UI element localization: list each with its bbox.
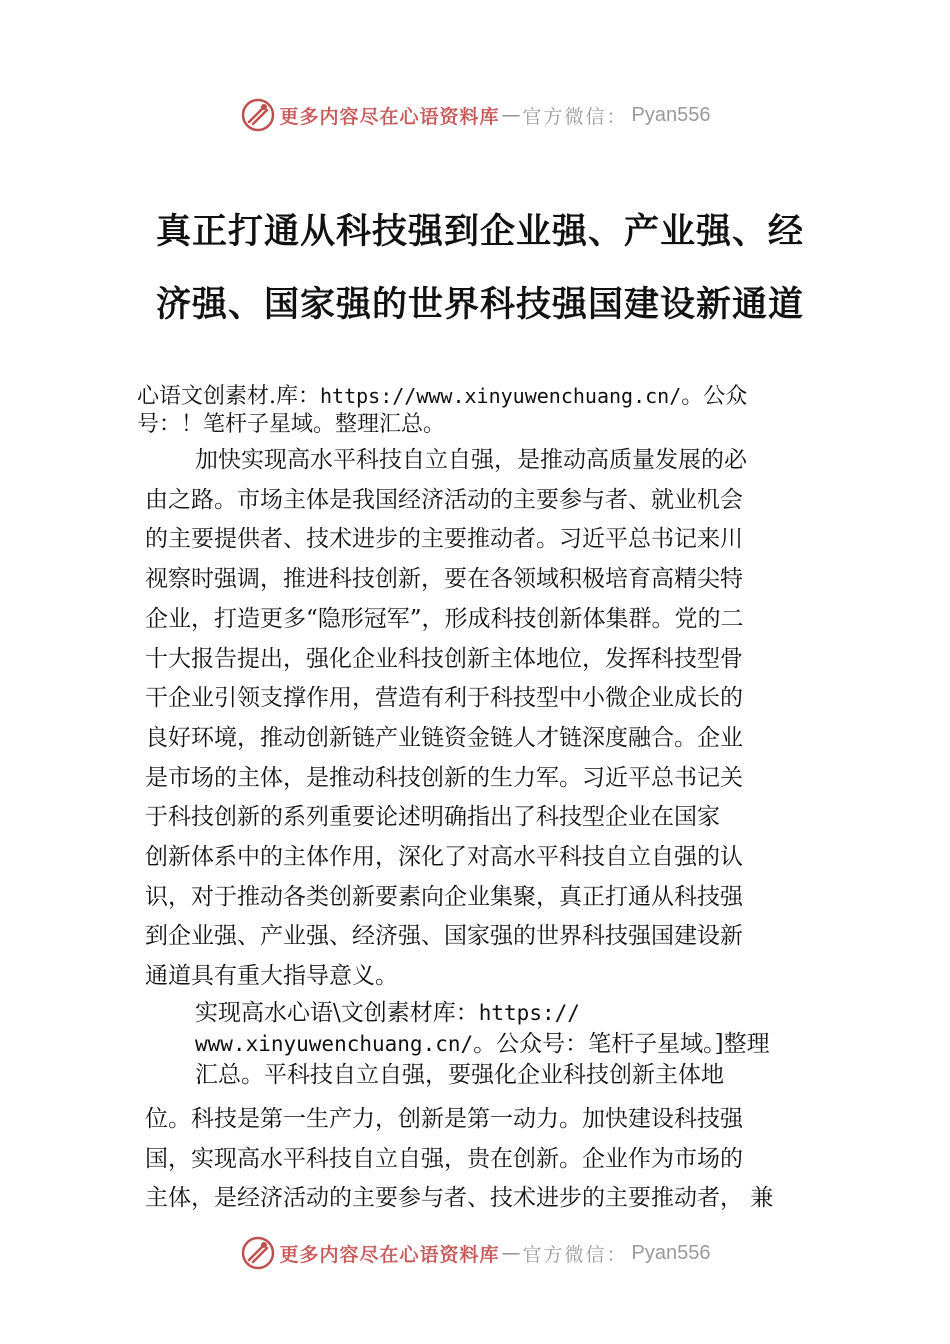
document-title — [150, 195, 810, 341]
paragraph-line: 由之路。市场主体是我国经济活动的主要参与者、就业机会 — [145, 486, 743, 513]
brand-logo-icon — [240, 1235, 276, 1271]
paragraph-2-continued — [145, 1100, 825, 1219]
banner-brand-text: 更多内容尽在心语资料库 — [279, 105, 500, 128]
inserted-url-part-2: www.xinyuwenchuang.cn/ — [195, 1032, 474, 1056]
paragraph-line: 识，对于推动各类创新要素向企业集聚，真正打通从科技强 — [145, 883, 743, 910]
paragraph-line: 到企业强、产业强、经济强、国家强的世界科技强国建设新 — [145, 923, 743, 950]
footer-banner — [0, 1233, 950, 1273]
banner-dash: — — [501, 1242, 521, 1264]
paragraph-line: 是市场的主体，是推动科技创新的生力军。习近平总书记关 — [145, 764, 743, 791]
inserted-text: 实现高水心语\文创素材库： — [195, 1000, 479, 1026]
title-line-2: 济强、国家强的世界科技强国建设新通道 — [155, 284, 804, 325]
paragraph-line: 的主要提供者、技术进步的主要推动者。习近平总书记来川 — [145, 526, 743, 553]
banner-brand-text: 更多内容尽在心语资料库 — [279, 1243, 500, 1266]
paragraph-line: 于科技创新的系列重要论述明确指出了科技型企业在国家 — [145, 804, 720, 831]
paragraph-line: 位。科技是第一生产力，创新是第一动力。加快建设科技强 — [145, 1106, 743, 1132]
brand-logo-icon — [240, 97, 276, 133]
inserted-text: 。公众号：笔杆子星域。]整理 — [473, 1031, 770, 1057]
source-url: https://www.xinyuwenchuang.cn/ — [320, 384, 682, 408]
paragraph-1 — [145, 441, 825, 997]
banner-wechat-label: 官方微信： — [522, 1243, 628, 1266]
title-line-1: 真正打通从科技强到企业强、产业强、经 — [155, 211, 804, 252]
paragraph-line: 通道具有重大指导意义。 — [145, 963, 398, 990]
banner-wechat-label: 官方微信： — [522, 105, 628, 128]
paragraph-line: 主体，是经济活动的主要参与者、技术进步的主要推动者， 兼 — [145, 1185, 774, 1212]
paragraph-line: 干企业引领支撑作用，营造有利于科技型中小微企业成长的 — [145, 685, 743, 712]
paragraph-line: 国，实现高水平科技自立自强，贵在创新。企业作为市场的 — [145, 1145, 743, 1172]
banner-dash: — — [501, 104, 521, 126]
inserted-url-part-1: https:// — [478, 1001, 580, 1025]
paragraph-line: 加快实现高水平科技自立自强，是推动高质量发展的必 — [195, 447, 747, 473]
header-banner — [0, 95, 950, 135]
paragraph-line: 汇总。平科技自立自强，要强化企业科技创新主体地 — [195, 1062, 724, 1088]
banner-wechat-id: Pyan556 — [631, 103, 711, 126]
source-note — [137, 382, 827, 439]
source-prefix: 心语文创素材.库： — [137, 384, 320, 409]
source-line-2: 号：！笔杆子星域。整理汇总。 — [137, 412, 446, 437]
paragraph-line: 创新体系中的主体作用，深化了对高水平科技自立自强的认 — [145, 844, 743, 871]
banner-wechat-id: Pyan556 — [631, 1241, 711, 1264]
source-suffix: 。公众 — [681, 384, 748, 409]
paragraph-2-inserted-block — [195, 998, 835, 1091]
paragraph-line: 企业，打造更多“隐形冠军”，形成科技创新体集群。党的二 — [145, 605, 744, 632]
paragraph-line: 良好环境，推动创新链产业链资金链人才链深度融合。企业 — [145, 724, 743, 751]
paragraph-line: 视察时强调，推进科技创新，要在各领域积极培育高精尖特 — [145, 566, 743, 593]
paragraph-line: 十大报告提出，强化企业科技创新主体地位，发挥科技型骨 — [145, 645, 743, 672]
